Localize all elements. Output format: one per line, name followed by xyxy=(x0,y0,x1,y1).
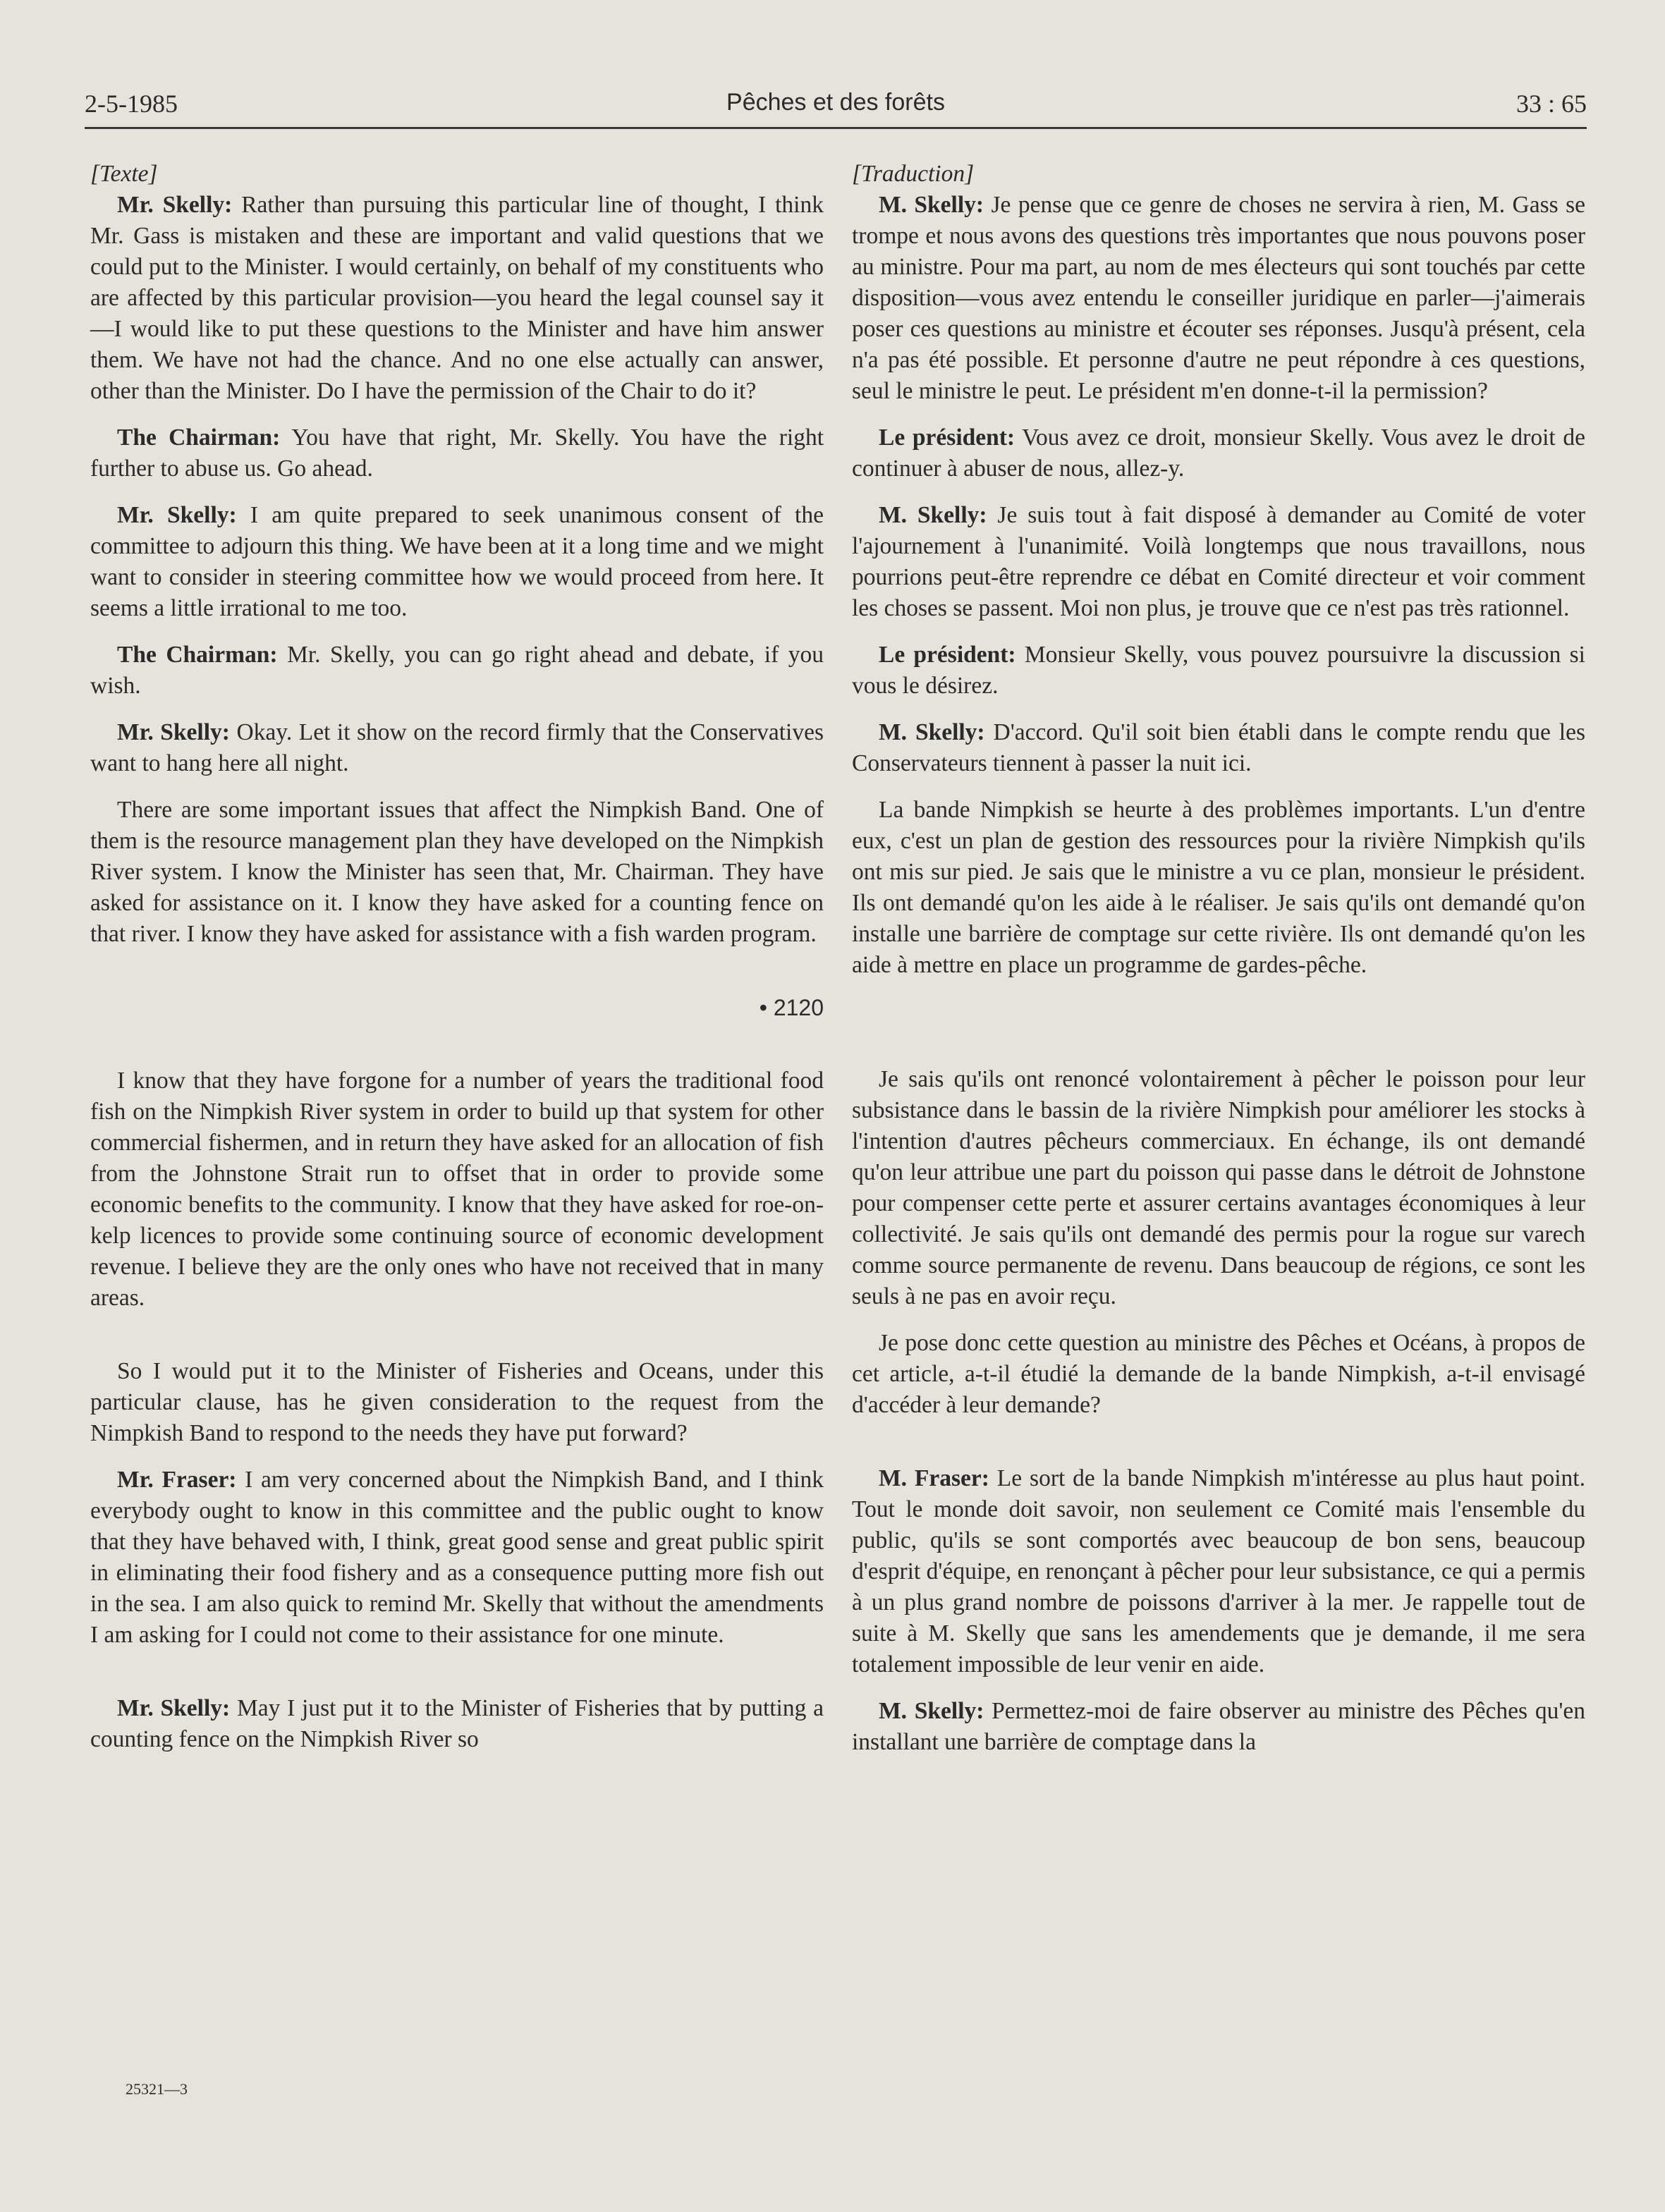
speaker: The Chairman: xyxy=(117,642,278,668)
paragraph: Mr. Skelly: May I just put it to the Minister of Fisheries that by putting a counting fence on the Nimpkish River so xyxy=(90,1695,824,1752)
paragraph: The Chairman: Mr. Skelly, you can go right ahead and debate, if you wish. xyxy=(90,642,824,699)
header-page-number: 33 : 65 xyxy=(1515,90,1587,118)
paragraph: Je pose donc cette question au ministre des Pêches et Océans, à propos de cet article, a-t-il étudié la demande de la bande Nimpkish, a-t-il envisagé d'accéder à leur demande? xyxy=(852,1330,1585,1418)
speaker: Mr. Skelly: xyxy=(117,719,230,745)
header-date: 2-5-1985 xyxy=(85,90,178,118)
paragraph: M. Fraser: Le sort de la bande Nimpkish m'intéresse au plus haut point. Tout le monde doit savoir, non seulement ce Comité mais l'ensemble du public, qu'ils se sont comportés avec beaucoup de bon sens, beaucoup d'esprit d'équipe, en renonçant à pêcher pour leur subsistance, ce qui a permis à un plus grand nombre de poissons d'arriver à la mer. Je rappelle tout de suite à M. Skelly que sans les amendements que je demande, il me sera totalement impossible de leur venir en aide. xyxy=(852,1465,1585,1678)
speaker: M. Skelly: xyxy=(879,502,987,528)
section-tag: [Texte] xyxy=(90,161,158,187)
speaker: M. Skelly: xyxy=(879,719,985,745)
speaker: Mr. Skelly: xyxy=(117,192,233,218)
footer-code: 25321—3 xyxy=(126,2080,188,2098)
paragraph: M. Skelly: Je suis tout à fait disposé à demander au Comité de voter l'ajournement à l'unanimité. Voilà longtemps que nous travaillons, nous pourrions peut-être reprendre ce débat en Comité directeur et voir comment les choses se passent. Moi non plus, je trouve que ce n'est pas très rationnel. xyxy=(852,502,1585,621)
page-header xyxy=(85,83,1587,129)
paragraph: Je sais qu'ils ont renoncé volontairement à pêcher le poisson pour leur subsistance dans le bassin de la rivière Nimpkish pour améliorer les stocks à l'intention d'autres pêcheurs commerciaux. En échange, ils ont demandé qu'on leur attribue une part du poisson qui passe dans le détroit de Johnstone pour compenser cette perte et assurer certains avantages économiques à leur collectivité. Je sais qu'ils ont demandé des permis pour la rogue sur varech comme source permanente de revenu. Dans beaucoup de régions, ce sont les seuls à ne pas en avoir reçu. xyxy=(852,1066,1585,1309)
paragraph: La bande Nimpkish se heurte à des problèmes importants. L'un d'entre eux, c'est un plan de gestion des ressources pour la rivière Nimpkish qu'ils ont mis sur pied. Je sais que le ministre a vu ce plan, monsieur le président. Ils ont demandé qu'on les aide à le réaliser. Je sais qu'ils ont demandé qu'on installe une barrière de comptage sur cette rivière. Ils ont demandé qu'on les aide à mettre en place un programme de gardes-pêche. xyxy=(852,797,1585,978)
section-tag: [Traduction] xyxy=(852,161,975,187)
paragraph: Mr. Skelly: Okay. Let it show on the record firmly that the Conservatives want to hang here all night. xyxy=(90,719,824,776)
paragraph: Le président: Vous avez ce droit, monsieur Skelly. Vous avez le droit de continuer à abuser de nous, allez-y. xyxy=(852,424,1586,482)
speaker: Mr. Skelly: xyxy=(117,1695,231,1721)
paragraph: M. Skelly: D'accord. Qu'il soit bien établi dans le compte rendu que les Conservateurs tiennent à passer la nuit ici. xyxy=(852,719,1585,776)
speaker: Le président: xyxy=(879,642,1016,668)
speaker: M. Fraser: xyxy=(879,1465,989,1491)
speaker: The Chairman: xyxy=(117,424,281,451)
paragraph: M. Skelly: Je pense que ce genre de choses ne servira à rien, M. Gass se trompe et nous avons des questions très importantes que nous pouvons poser au ministre. Pour ma part, au nom de mes électeurs qui sont touchés par cette disposition—vous avez entendu le conseiller juridique en parler—j'aimerais poser ces questions au ministre et écouter ses réponses. Jusqu'à présent, cela n'a pas été possible. Et personne d'autre ne peut répondre à ces questions, seul le ministre le peut. Le président m'en donne-t-il la permission? xyxy=(852,192,1585,404)
paragraph: Mr. Fraser: I am very concerned about the Nimpkish Band, and I think everybody ought to know in this committee and the public ought to know that they have behaved with, I think, great good sense and great public spirit in eliminating their food fishery and as a consequence putting more fish out in the sea. I am also quick to remind Mr. Skelly that without the amendments I am asking for I could not come to their assistance for one minute. xyxy=(90,1467,824,1648)
paragraph: The Chairman: You have that right, Mr. Skelly. You have the right further to abuse us. Go ahead. xyxy=(90,424,824,482)
time-marker: • 2120 xyxy=(759,995,824,1020)
paragraph: Le président: Monsieur Skelly, vous pouvez poursuivre la discussion si vous le désirez. xyxy=(852,642,1585,699)
speaker: Mr. Skelly: xyxy=(117,502,237,528)
paragraph: I know that they have forgone for a number of years the traditional food fish on the Nimpkish River system in order to build up that system for other commercial fishermen, and in return they have asked for an allocation of fish from the Johnstone Strait run to offset that in order to provide some economic benefits to the community. I know that they have asked for roe-on-kelp licences to provide some continuing source of economic development revenue. I believe they are the only ones who have not received that in many areas. xyxy=(90,1068,824,1311)
paragraph: There are some important issues that affect the Nimpkish Band. One of them is the resource management plan they have developed on the Nimpkish River system. I know the Minister has seen that, Mr. Chairman. They have asked for assistance on it. I know they have asked for a counting fence on that river. I know they have asked for assistance with a fish warden program. xyxy=(90,797,824,947)
speaker: M. Skelly: xyxy=(879,1698,984,1724)
speaker: Le président: xyxy=(879,424,1016,451)
english-column xyxy=(90,159,824,1771)
paragraph: Mr. Skelly: I am quite prepared to seek unanimous consent of the committee to adjourn this thing. We have been at it a long time and we might want to consider in steering committee how we would proceed from here. It seems a little irrational to me too. xyxy=(90,502,824,621)
paragraph: M. Skelly: Permettez-moi de faire observer au ministre des Pêches qu'en installant une barrière de comptage dans la xyxy=(852,1698,1585,1755)
header-title: Pêches et des forêts xyxy=(726,89,945,116)
speaker: M. Skelly: xyxy=(879,192,984,218)
paragraph: So I would put it to the Minister of Fisheries and Oceans, under this particular clause, has he given consideration to the request from the Nimpkish Band to respond to the needs they have put forward? xyxy=(90,1358,824,1446)
speaker: Mr. Fraser: xyxy=(117,1467,237,1493)
paragraph: Mr. Skelly: Rather than pursuing this particular line of thought, I think Mr. Gass is mistaken and these are important and valid questions that we could put to the Minister. I would certainly, on behalf of my constituents who are affected by this particular provision—you heard the legal counsel say it—I would like to put these questions to the Minister and have him answer them. We have not had the chance. And no one else actually can answer, other than the Minister. Do I have the permission of the Chair to do it? xyxy=(90,192,824,404)
french-column xyxy=(852,159,1585,1773)
